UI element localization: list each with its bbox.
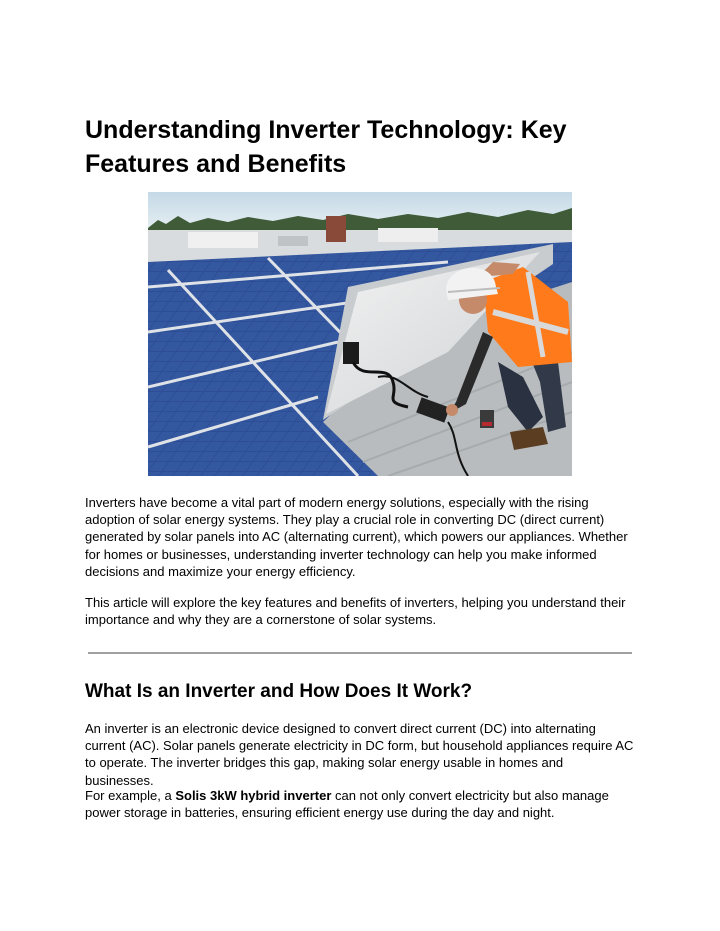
- hero-image: [148, 192, 572, 476]
- section-divider: [88, 652, 632, 654]
- product-name: Solis 3kW hybrid inverter: [175, 788, 332, 803]
- paragraph-text: can not only convert electricity but also manage power storage in batteries, ensuring efficient energy use during the day and night.: [85, 788, 609, 821]
- article-title: Understanding Inverter Technology: Key Features and Benefits: [85, 116, 567, 178]
- intro-paragraph-2: This article will explore the key features and benefits of inverters, helping you understand their importance and why they are a cornerstone of solar systems.: [85, 595, 626, 628]
- paragraph-text: For example, a: [85, 788, 176, 803]
- section-paragraph-1: An inverter is an electronic device designed to convert direct current (DC) into alternating current (AC). Solar panels generate electricity in DC form, but household appliances require AC to operate. The inverter bridges this gap, making solar energy usable in homes and businesses.: [85, 721, 634, 788]
- intro-paragraph-1: Inverters have become a vital part of modern energy solutions, especially with the rising adoption of solar energy systems. They play a crucial role in converting DC (direct current) generated by solar panels into AC (alternating current), which powers our appliances. Whether for homes or businesses, understanding inverter technology can help you make informed decisions and maximize your energy efficiency.: [85, 495, 628, 579]
- section-heading: What Is an Inverter and How Does It Work?: [85, 681, 473, 702]
- section-paragraph-2: [85, 787, 635, 821]
